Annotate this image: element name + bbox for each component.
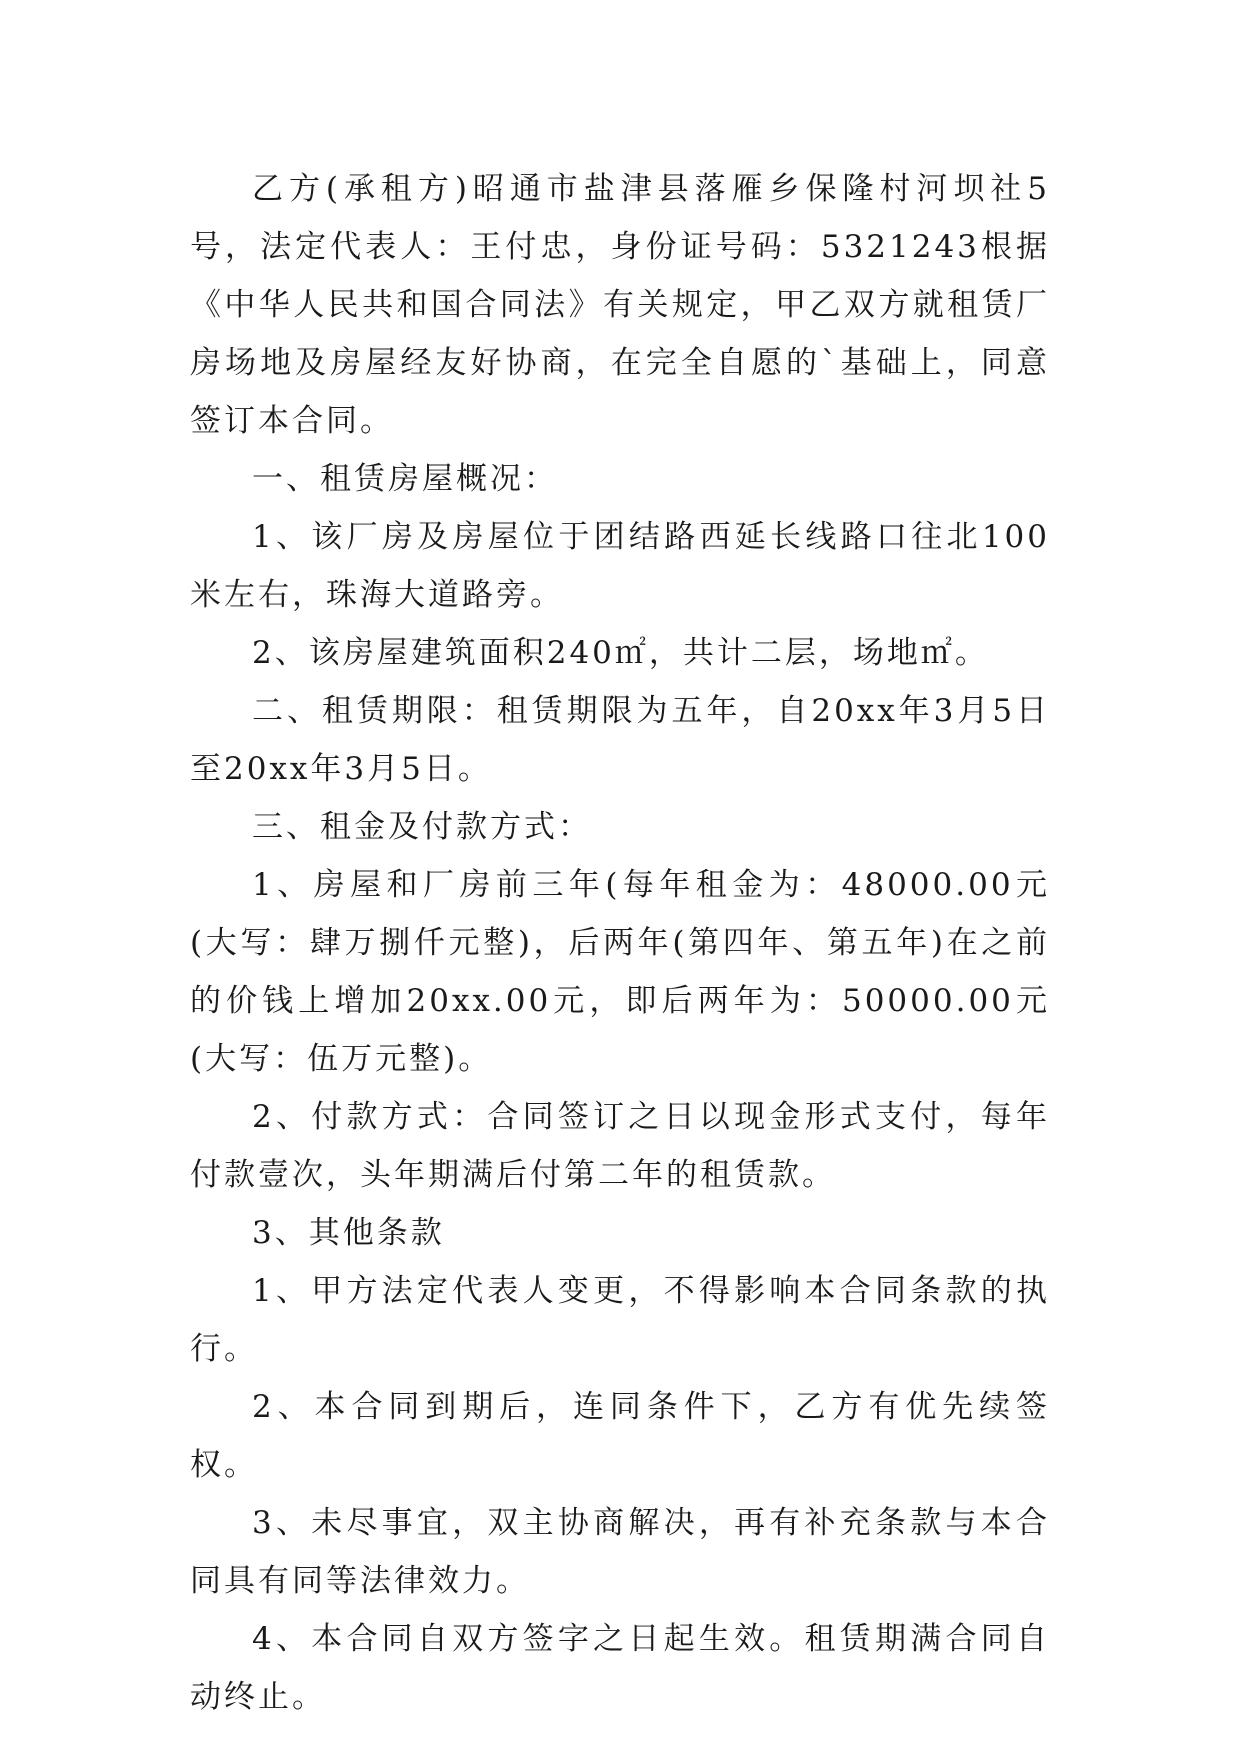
paragraph-clause-1: 1、甲方法定代表人变更，不得影响本合同条款的执行。 [190,1273,1050,1367]
paragraph-location: 1、该厂房及房屋位于团结路西延长线路口往北100米左右，珠海大道路旁。 [190,519,1050,613]
paragraph-clause-4: 4、本合同自双方签字之日起生效。租赁期满合同自动终止。 [190,1621,1050,1715]
paragraph-party-b: 乙方(承租方)昭通市盐津县落雁乡保隆村河坝社5号，法定代表人：王付忠，身份证号码：5321243根据《中华人民共和国合同法》有关规定，甲乙双方就租赁厂房场地及房屋经友好协商，在完全自愿的`基础上，同意签订本合同。 [190,171,1050,439]
section-heading-rent: 三、租金及付款方式： [252,809,592,845]
paragraph-payment-method: 2、付款方式：合同签订之日以现金形式支付，每年付款壹次，头年期满后付第二年的租赁款。 [190,1099,1050,1193]
paragraph-rent-amount: 1、房屋和厂房前三年(每年租金为：48000.00元(大写：肆万捌仟元整)，后两年(第四年、第五年)在之前的价钱上增加20xx.00元，即后两年为：50000.00元(大写：伍万元整)。 [190,867,1050,1077]
paragraph-clause-2: 2、本合同到期后，连同条件下，乙方有优先续签权。 [190,1389,1050,1483]
paragraph-area: 2、该房屋建筑面积240㎡，共计二层，场地㎡。 [252,635,989,671]
document-body [190,160,1050,1726]
section-heading-other: 3、其他条款 [252,1215,445,1251]
paragraph-clause-3: 3、未尽事宜，双主协商解决，再有补充条款与本合同具有同等法律效力。 [190,1505,1050,1599]
section-heading-overview: 一、租赁房屋概况： [252,461,558,497]
section-heading-term: 二、租赁期限：租赁期限为五年，自20xx年3月5日至20xx年3月5日。 [190,693,1050,787]
